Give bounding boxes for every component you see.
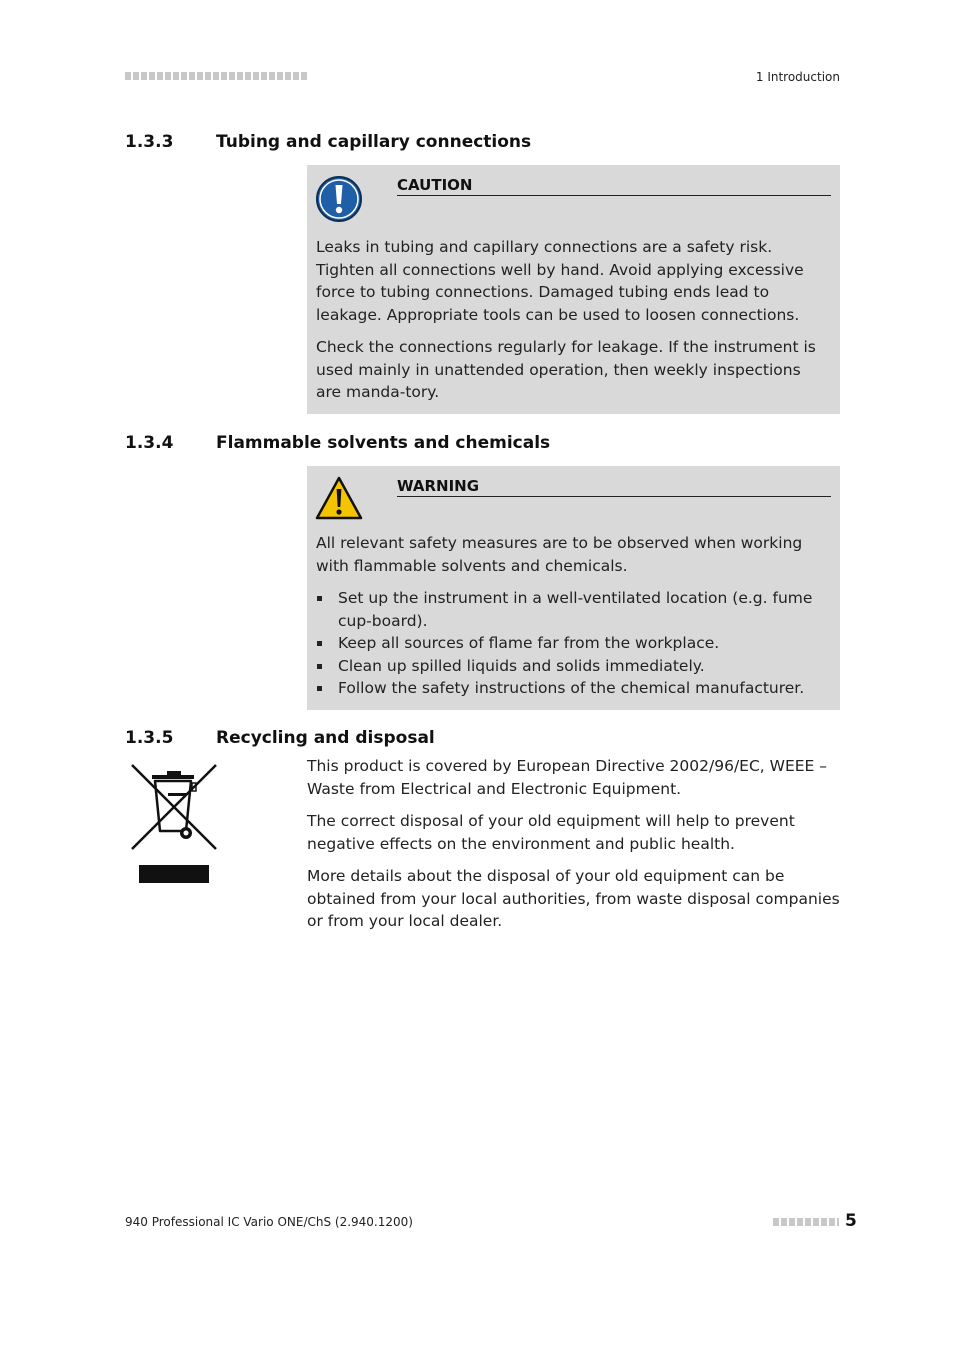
footer-product-name: 940 Professional IC Vario ONE/ChS (2.940.1200) <box>125 1215 413 1229</box>
warning-label: WARNING <box>397 477 480 495</box>
warning-title-rule <box>397 476 831 497</box>
caution-title-rule <box>397 175 831 196</box>
list-item: Set up the instrument in a well-ventilated location (e.g. fume cup-board). <box>316 587 830 632</box>
footer-decoration <box>773 1218 839 1226</box>
list-item: Keep all sources of flame far from the workplace. <box>316 632 830 655</box>
caution-paragraph: Check the connections regularly for leakage. If the instrument is used mainly in unattended operation, then weekly inspections are manda-tory. <box>316 338 816 401</box>
warning-bullet-list <box>316 587 830 700</box>
recycling-paragraph: More details about the disposal of your old equipment can be obtained from your local authorities, from waste disposal companies or from your local dealer. <box>307 867 840 930</box>
header-decoration <box>125 72 307 80</box>
caution-label: CAUTION <box>397 176 473 194</box>
warning-triangle-icon <box>315 476 363 524</box>
section-heading-1-3-5 <box>125 728 435 748</box>
page-number: 5 <box>845 1211 857 1231</box>
recycling-text <box>307 755 842 943</box>
running-header-chapter: 1 Introduction <box>755 70 840 84</box>
caution-paragraph: Leaks in tubing and capillary connections are a safety risk. Tighten all connections well by hand. Avoid applying excessive force to tubing connections. Damaged tubing ends lead to leakage. Appropriate tools can be used to loosen connections. <box>316 238 804 324</box>
section-title: Tubing and capillary connections <box>216 132 532 152</box>
caution-box <box>307 165 840 414</box>
section-number: 1.3.5 <box>125 728 174 748</box>
warning-body <box>316 532 830 700</box>
section-number: 1.3.3 <box>125 132 174 152</box>
crossed-out-wheelie-bin-icon <box>130 763 220 891</box>
warning-intro: All relevant safety measures are to be observed when working with flammable solvents and chemicals. <box>316 534 803 575</box>
section-heading-1-3-3 <box>125 132 531 152</box>
exclamation-circle-icon <box>315 175 363 227</box>
section-heading-1-3-4 <box>125 433 550 453</box>
list-item: Clean up spilled liquids and solids immediately. <box>316 655 830 678</box>
recycling-paragraph: This product is covered by European Directive 2002/96/EC, WEEE – Waste from Electrical and Electronic Equipment. <box>307 757 828 798</box>
section-title: Recycling and disposal <box>216 728 435 748</box>
recycling-paragraph: The correct disposal of your old equipment will help to prevent negative effects on the environment and public health. <box>307 812 795 853</box>
section-number: 1.3.4 <box>125 433 174 453</box>
section-title: Flammable solvents and chemicals <box>216 433 551 453</box>
list-item: Follow the safety instructions of the chemical manufacturer. <box>316 677 830 700</box>
caution-body <box>316 236 830 414</box>
warning-box <box>307 466 840 710</box>
